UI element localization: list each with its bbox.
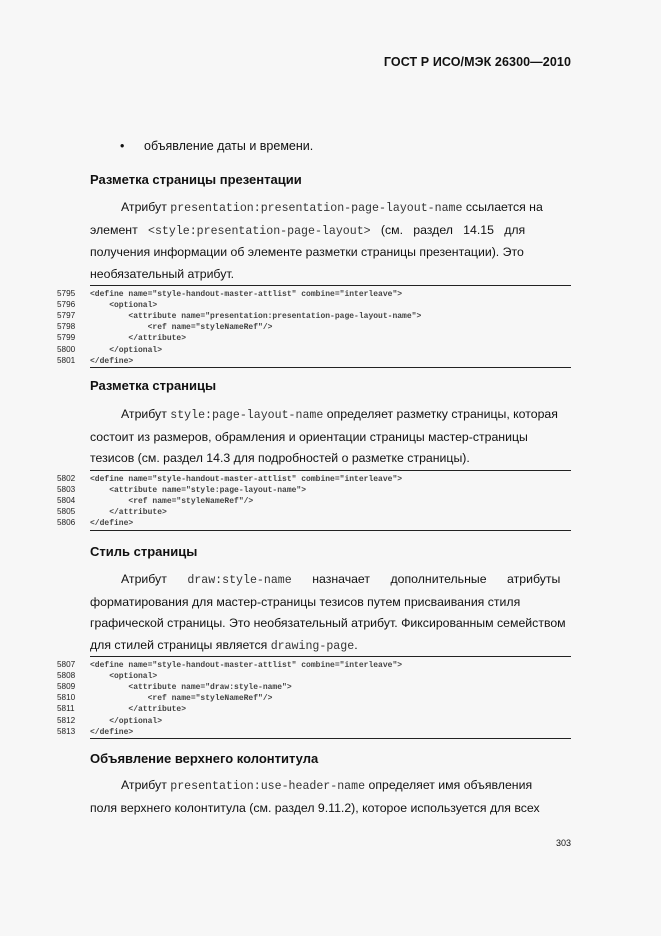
code-line: [57, 310, 421, 321]
paragraph-line: [90, 264, 571, 286]
code-text: <attribute name="draw:style-name">: [90, 683, 292, 693]
inline-code: style:page-layout-name: [170, 409, 324, 422]
paragraph-line: [90, 404, 571, 427]
code-line: [57, 517, 133, 528]
bullet-text: объявление даты и времени.: [144, 139, 314, 153]
code-line: [57, 495, 253, 506]
inline-code: presentation:presentation-page-layout-name: [170, 202, 463, 215]
line-number: 5796: [57, 300, 76, 310]
code-text: </attribute>: [90, 334, 187, 344]
code-line: [57, 506, 167, 517]
line-number: 5799: [57, 333, 76, 343]
text-run: Атрибут: [121, 572, 188, 586]
text-run: элемент: [90, 222, 148, 237]
line-number: 5805: [57, 507, 76, 517]
text-run: необязательный атрибут.: [90, 267, 235, 282]
code-line: [57, 659, 402, 670]
code-text: </attribute>: [90, 508, 167, 518]
code-rule-top: [90, 470, 571, 471]
inline-code: presentation:use-header-name: [170, 780, 366, 793]
section-paragraph: [90, 197, 571, 286]
code-text: </define>: [90, 519, 134, 529]
code-text: <define name="style-handout-master-attlist" combine="interleave">: [90, 475, 403, 484]
section-paragraph: [90, 404, 571, 470]
code-text: </optional>: [90, 345, 163, 355]
paragraph-line: [90, 448, 571, 470]
line-number: 5801: [57, 355, 76, 365]
line-number: 5807: [57, 660, 76, 669]
line-number: 5798: [57, 322, 76, 332]
text-run: состоит из размеров, обрамления и ориентации страницы мастер-страницы: [90, 429, 528, 444]
code-line: [57, 332, 186, 343]
paragraph-line: [90, 220, 571, 243]
line-number: 5812: [57, 715, 76, 725]
code-line: [57, 288, 402, 299]
code-text: <ref name="styleNameRef"/>: [90, 323, 273, 333]
text-run: Атрибут: [121, 778, 171, 792]
code-text: </optional>: [90, 716, 163, 726]
code-line: [57, 299, 157, 310]
paragraph-line: [90, 569, 571, 592]
line-number: 5809: [57, 682, 76, 692]
text-run: графической страницы. Это необязательный атрибут. Фиксированным семейством: [90, 616, 566, 631]
code-text: <ref name="styleNameRef"/>: [90, 497, 254, 507]
section-paragraph: [90, 569, 571, 658]
section-heading: Разметка страницы: [90, 378, 217, 393]
text-run: определяет имя объявления: [365, 778, 533, 792]
text-run: поля верхнего колонтитула (см. раздел 9.11.2), которое используется для всех: [90, 800, 540, 815]
line-number: 5811: [57, 704, 75, 714]
code-rule-bottom: [90, 738, 571, 739]
paragraph-line: [90, 798, 571, 820]
code-text: </define>: [90, 727, 134, 737]
text-run: определяет разметку страницы, которая: [323, 407, 558, 421]
section-heading: Разметка страницы презентации: [90, 172, 302, 187]
text-run: форматирования для мастер-страницы тезисов путем присваивания стиля: [90, 594, 521, 609]
section-paragraph: [90, 775, 571, 819]
paragraph-line: [90, 427, 571, 449]
line-number: 5797: [57, 311, 76, 321]
text-run: .: [354, 638, 358, 653]
code-line: [57, 692, 272, 703]
code-rule-bottom: [90, 367, 571, 368]
line-number: 5803: [57, 485, 76, 495]
paragraph-line: [90, 592, 571, 614]
page-number: 303: [555, 838, 571, 848]
text-run: ссылается на: [462, 200, 543, 214]
code-text: <attribute name="presentation:presentation-page-layout-name">: [90, 312, 422, 322]
line-number: 5802: [57, 474, 76, 483]
line-number: 5804: [57, 496, 76, 506]
code-line: [57, 484, 306, 495]
paragraph-line: [90, 613, 571, 635]
text-run: Атрибут: [121, 200, 171, 214]
code-text: <ref name="styleNameRef"/>: [90, 694, 273, 704]
text-run: Атрибут: [121, 407, 171, 421]
line-number: 5813: [57, 726, 76, 736]
line-number: 5806: [57, 518, 76, 528]
code-line: [57, 473, 402, 484]
code-text: <define name="style-handout-master-attlist" combine="interleave">: [90, 661, 403, 670]
paragraph-line: [90, 635, 571, 658]
text-run: тезисов (см. раздел 14.3 для подробностей о разметке страницы).: [90, 451, 470, 466]
code-rule-bottom: [90, 530, 571, 531]
code-line: [57, 321, 272, 332]
bullet-item: [120, 139, 313, 153]
line-number: 5800: [57, 344, 76, 354]
code-text: <define name="style-handout-master-attlist" combine="interleave">: [90, 290, 403, 299]
code-text: </attribute>: [90, 705, 187, 715]
code-line: [57, 355, 133, 366]
inline-code: draw:style-name: [187, 574, 292, 587]
text-run: получения информации об элементе разметки страницы презентации). Это: [90, 245, 524, 260]
section-heading: Объявление верхнего колонтитула: [90, 751, 319, 766]
text-run: для стилей страницы является: [90, 638, 271, 653]
line-number: 5808: [57, 671, 76, 681]
code-text: <optional>: [90, 301, 158, 311]
text-run: (см. раздел 14.15 для: [370, 222, 526, 237]
text-run: назначает дополнительные атрибуты: [291, 572, 561, 586]
code-text: <optional>: [90, 672, 158, 682]
line-number: 5795: [57, 289, 76, 298]
code-line: [57, 726, 133, 737]
document-header: ГОСТ Р ИСО/МЭК 26300—2010: [383, 55, 571, 69]
line-number: 5810: [57, 693, 76, 703]
paragraph-line: [90, 242, 571, 264]
section-heading: Стиль страницы: [90, 544, 198, 559]
code-line: [57, 715, 162, 726]
paragraph-line: [90, 197, 571, 220]
code-line: [57, 670, 157, 681]
inline-code: <style:presentation-page-layout>: [147, 224, 371, 238]
code-line: [57, 344, 162, 355]
paragraph-line: [90, 775, 571, 798]
bullet-mark: •: [120, 139, 125, 153]
code-rule-top: [90, 285, 571, 286]
code-rule-top: [90, 656, 571, 657]
inline-code: drawing-page: [270, 640, 355, 654]
code-line: [57, 703, 186, 714]
code-line: [57, 681, 292, 692]
code-text: <attribute name="style:page-layout-name">: [90, 486, 307, 496]
code-text: </define>: [90, 356, 134, 366]
